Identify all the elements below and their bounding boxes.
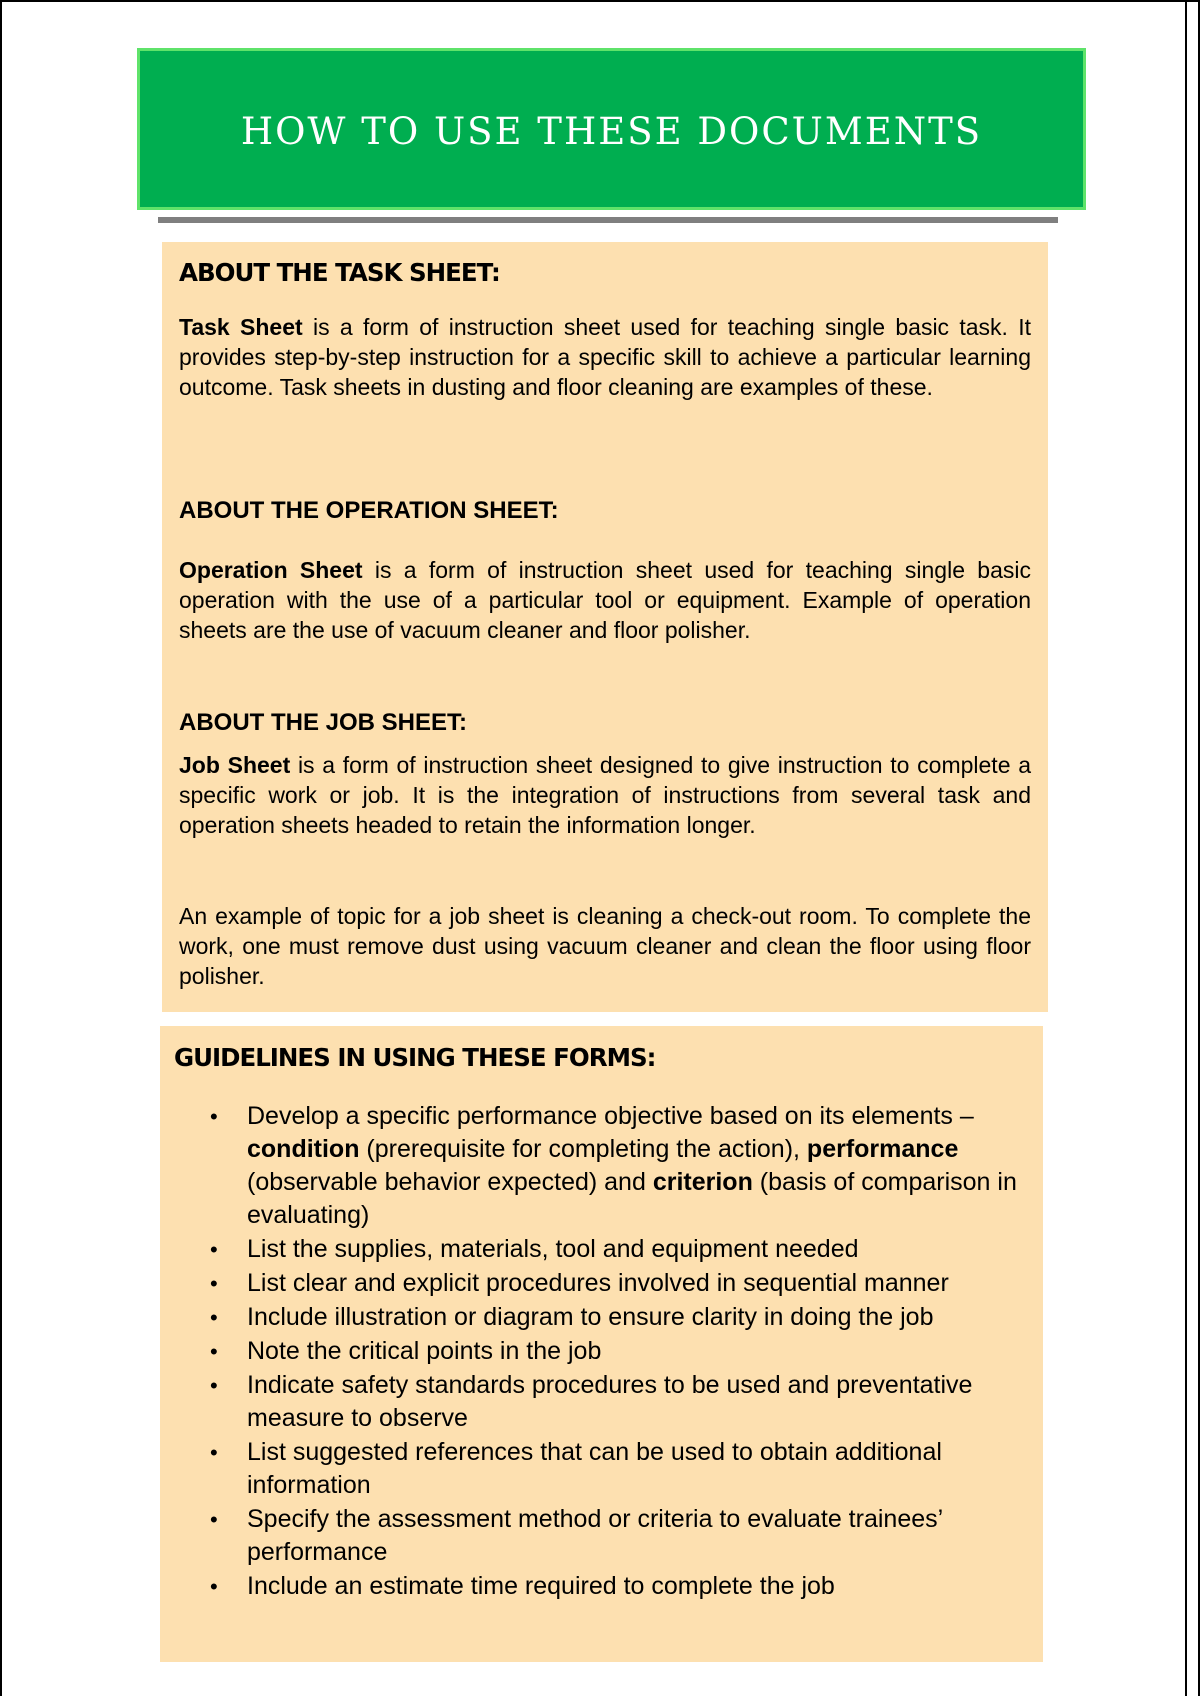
bullet: •: [210, 1237, 218, 1262]
guideline-text: (basis of comparison in evaluating): [247, 1168, 1017, 1229]
operation-sheet-paragraph: [179, 555, 1031, 645]
guideline-item: [210, 1436, 1040, 1502]
bullet: •: [210, 1271, 218, 1296]
guideline-term-performance: performance: [806, 1135, 959, 1163]
guideline-text: (prerequisite for completing the action),: [359, 1135, 807, 1163]
guidelines-list: [210, 1100, 1040, 1604]
bullet: •: [210, 1305, 218, 1330]
page-title: HOW TO USE THESE DOCUMENTS: [240, 109, 983, 153]
bullet: •: [210, 1339, 218, 1364]
guideline-text: Indicate safety standards procedures to be used and preventative measure to observe: [247, 1371, 973, 1432]
guideline-item: [210, 1503, 1040, 1569]
guideline-item: [210, 1233, 1040, 1266]
guideline-text: List clear and explicit procedures involved in sequential manner: [247, 1269, 949, 1297]
job-sheet-text: is a form of instruction sheet designed to give instruction to complete a specific work or job. It is the integration of instructions from several task and operation sheets headed to retain the information longer.: [179, 752, 1031, 838]
title-banner: [137, 48, 1086, 210]
bullet: •: [210, 1507, 218, 1532]
bullet: •: [210, 1574, 218, 1599]
guideline-item: [210, 1267, 1040, 1300]
job-sheet-heading: ABOUT THE JOB SHEET:: [179, 709, 468, 736]
guideline-item: [210, 1369, 1040, 1435]
guideline-text: Note the critical points in the job: [247, 1337, 602, 1365]
guideline-text: Specify the assessment method or criteria to evaluate trainees’ performance: [247, 1505, 943, 1566]
guideline-text: Include an estimate time required to complete the job: [247, 1572, 835, 1600]
guideline-item: [210, 1301, 1040, 1334]
guideline-text: List suggested references that can be used to obtain additional information: [247, 1438, 942, 1499]
guideline-term-condition: condition: [247, 1135, 360, 1163]
guideline-text: Include illustration or diagram to ensure clarity in doing the job: [247, 1303, 934, 1331]
task-sheet-text: is a form of instruction sheet used for teaching single basic task. It provides step-by-step instruction for a specific skill to achieve a particular learning outcome. Task sheets in dusting and floor cleaning are examples of these.: [179, 314, 1031, 400]
operation-sheet-text: is a form of instruction sheet used for teaching single basic operation with the use of a particular tool or equipment. Example of operation sheets are the use of vacuum cleaner and floor polisher.: [179, 557, 1031, 643]
guidelines-heading: GUIDELINES IN USING THESE FORMS:: [174, 1043, 656, 1072]
guideline-term-criterion: criterion: [652, 1168, 753, 1196]
job-sheet-example: An example of topic for a job sheet is cleaning a check-out room. To complete the work, one must remove dust using vacuum cleaner and clean the floor using floor polisher.: [179, 903, 1031, 989]
operation-sheet-heading: ABOUT THE OPERATION SHEET:: [179, 497, 559, 524]
guideline-text: (observable behavior expected) and: [247, 1168, 653, 1196]
guideline-text: Develop a specific performance objective based on its elements –: [247, 1102, 974, 1130]
task-sheet-term: Task Sheet: [179, 314, 303, 340]
job-sheet-paragraph: [179, 750, 1031, 840]
page-right-edge: [1185, 0, 1187, 1696]
title-divider: [158, 217, 1058, 223]
guideline-item: [210, 1335, 1040, 1368]
guideline-text: List the supplies, materials, tool and equipment needed: [247, 1235, 859, 1263]
guideline-item-objective: [210, 1100, 1040, 1232]
guideline-item: [210, 1570, 1040, 1603]
task-sheet-heading: ABOUT THE TASK SHEET:: [179, 258, 500, 287]
bullet: •: [210, 1104, 218, 1129]
bullet: •: [210, 1440, 218, 1465]
job-sheet-term: Job Sheet: [179, 752, 291, 778]
operation-sheet-term: Operation Sheet: [179, 557, 363, 583]
bullet: •: [210, 1373, 218, 1398]
task-sheet-paragraph: [179, 312, 1031, 402]
